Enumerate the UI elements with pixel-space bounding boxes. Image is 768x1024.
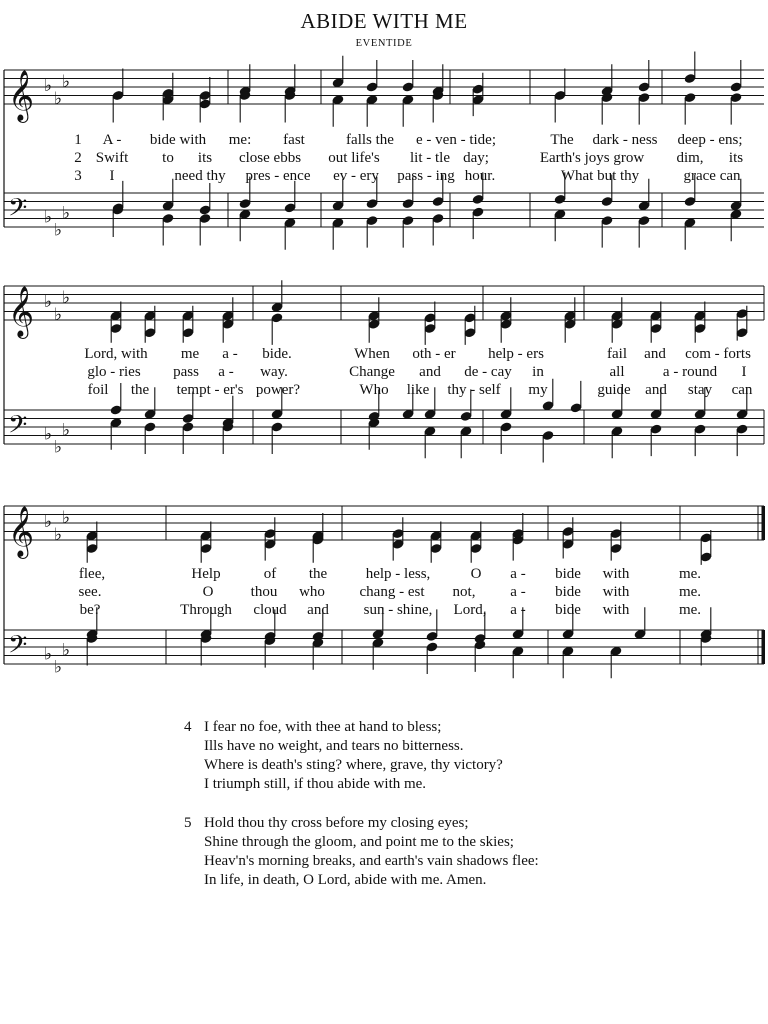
syllable: pass - ing [397,168,455,184]
stanza-number: 5 [184,815,192,831]
syllable: of [263,566,277,582]
syllable: sun - shine, [363,602,433,618]
stanza-line: Heav'n's morning breaks, and earth's vain shadows flee: [204,853,539,869]
syllable: lit - tle [410,150,450,166]
lyrics-verse-1 [0,566,768,584]
treble-clef-icon: 𝄞 [8,286,35,337]
syllable: with [602,584,630,600]
syllable: grace can [683,168,741,184]
stanza-line: I triumph still, if thou abide with me. [204,776,427,792]
syllable: oth - er [412,346,456,362]
syllable: with [602,602,630,618]
syllable: Lord, with [84,346,148,362]
treble-clef-icon: 𝄞 [8,506,35,557]
syllable: dark - ness [592,132,658,148]
syllable: need thy [174,168,226,184]
syllable: O [202,584,214,600]
lyrics-verse-2 [0,584,768,602]
syllable: me: [228,132,252,148]
syllable: like [406,382,430,398]
tune-name: EVENTIDE [355,38,413,49]
syllable: not, [452,584,476,600]
syllable: close ebbs [238,150,302,166]
flat-icon: ♭ [62,287,71,308]
syllable: be? [79,602,101,618]
flat-icon: ♭ [54,657,63,678]
flat-icon: ♭ [62,507,71,528]
verse-number: 2 [74,150,82,166]
syllable: falls the [346,132,394,148]
flat-icon: ♭ [44,292,53,312]
syllable: me. [678,584,702,600]
syllable: bide with [149,132,207,148]
syllable: a - [510,566,526,582]
flat-icon: ♭ [62,71,71,92]
flat-icon: ♭ [54,524,63,545]
syllable: pres - ence [245,168,311,184]
syllable: can [731,382,753,398]
syllable: and [307,602,329,618]
syllable: dim, [676,150,704,166]
stanza-line: Ills have no weight, and tears no bitterness. [204,738,464,754]
syllable: stay [687,382,713,398]
verse-number: 3 [74,168,82,184]
syllable: flee, [78,566,106,582]
syllable: who [299,584,325,600]
syllable: a - [222,346,238,362]
syllable: Change [349,364,395,380]
syllable: Earth's joys grow [539,150,645,166]
syllable: Through [180,602,232,618]
flat-icon: ♭ [54,437,63,458]
syllable: in [532,364,544,380]
syllable: the [130,382,150,398]
syllable: a - [510,602,526,618]
final-barline [762,506,765,540]
syllable: glo - ries [87,364,141,380]
syllable: deep - ens; [677,132,743,148]
flat-icon: ♭ [54,220,63,241]
final-barline [762,630,765,664]
stanza-line: I fear no foe, with thee at hand to bless; [204,719,442,735]
syllable: me. [678,566,702,582]
flat-icon: ♭ [44,76,53,96]
verse-number: 1 [74,132,82,148]
syllable: me [180,346,200,362]
syllable: I [109,168,115,184]
syllable: the [308,566,328,582]
lyrics-verse-3 [0,602,768,620]
syllable: O [470,566,482,582]
flat-icon: ♭ [54,304,63,325]
syllable: its [197,150,213,166]
flat-icon: ♭ [44,207,53,228]
stanza-number: 4 [184,719,192,735]
syllable: cloud [253,602,287,618]
syllable: Who [359,382,389,398]
syllable: all [609,364,625,380]
stanza-line: Shine through the gloom, and point me to the skies; [204,834,514,850]
hymn-title: ABIDE WITH ME [300,9,468,33]
syllable: com - forts [685,346,751,362]
syllable: my [528,382,548,398]
bass-clef-icon: 𝄢 [8,630,28,666]
syllable: fail [607,346,627,362]
flat-icon: ♭ [54,88,63,109]
flat-icon: ♭ [44,512,53,532]
syllable: a - [510,584,526,600]
syllable: and [644,346,666,362]
syllable: and [419,364,441,380]
syllable: help - ers [488,346,544,362]
syllable: thou [250,584,278,600]
flat-icon: ♭ [62,640,71,661]
flat-icon: ♭ [62,203,71,224]
syllable: What but thy [560,168,640,184]
syllable: help - less, [365,566,431,582]
syllable: Help [191,566,221,582]
flat-icon: ♭ [44,644,53,665]
syllable: tempt - er's [176,382,244,398]
flat-icon: ♭ [44,424,53,445]
syllable: bide [555,584,581,600]
syllable: I [741,364,747,380]
syllable: fast [283,132,305,148]
syllable: with [602,566,630,582]
flat-icon: ♭ [62,420,71,441]
syllable: e - ven - tide; [416,132,496,148]
treble-clef-icon: 𝄞 [8,70,35,121]
bass-clef-icon: 𝄢 [8,193,28,229]
syllable: to [162,150,174,166]
syllable: Lord, [453,602,487,618]
syllable: bide [555,566,581,582]
syllable: hour. [464,168,496,184]
syllable: chang - est [359,584,425,600]
syllable: power? [255,382,301,398]
syllable: bide. [262,346,292,362]
stanza-line: In life, in death, O Lord, abide with me. Amen. [204,872,487,888]
syllable: thy - self [447,382,501,398]
syllable: way. [260,364,288,380]
syllable: A - [102,132,122,148]
syllable: day; [463,150,489,166]
syllable: de - cay [464,364,512,380]
syllable: out life's [328,150,380,166]
syllable: me. [678,602,702,618]
bass-clef-icon: 𝄢 [8,410,28,446]
syllable: The [550,132,574,148]
stanza-line: Where is death's sting? where, grave, thy victory? [204,757,503,773]
syllable: and [645,382,667,398]
syllable: bide [555,602,581,618]
syllable: When [354,346,390,362]
syllable: see. [78,584,102,600]
syllable: pass [173,364,199,380]
syllable: a - round [662,364,718,380]
syllable: guide [597,382,631,398]
syllable: its [728,150,744,166]
syllable: ev - ery [333,168,379,184]
stanza-line: Hold thou thy cross before my closing eyes; [204,815,469,831]
syllable: foil [87,382,109,398]
syllable: a - [218,364,234,380]
syllable: Swift [95,150,129,166]
